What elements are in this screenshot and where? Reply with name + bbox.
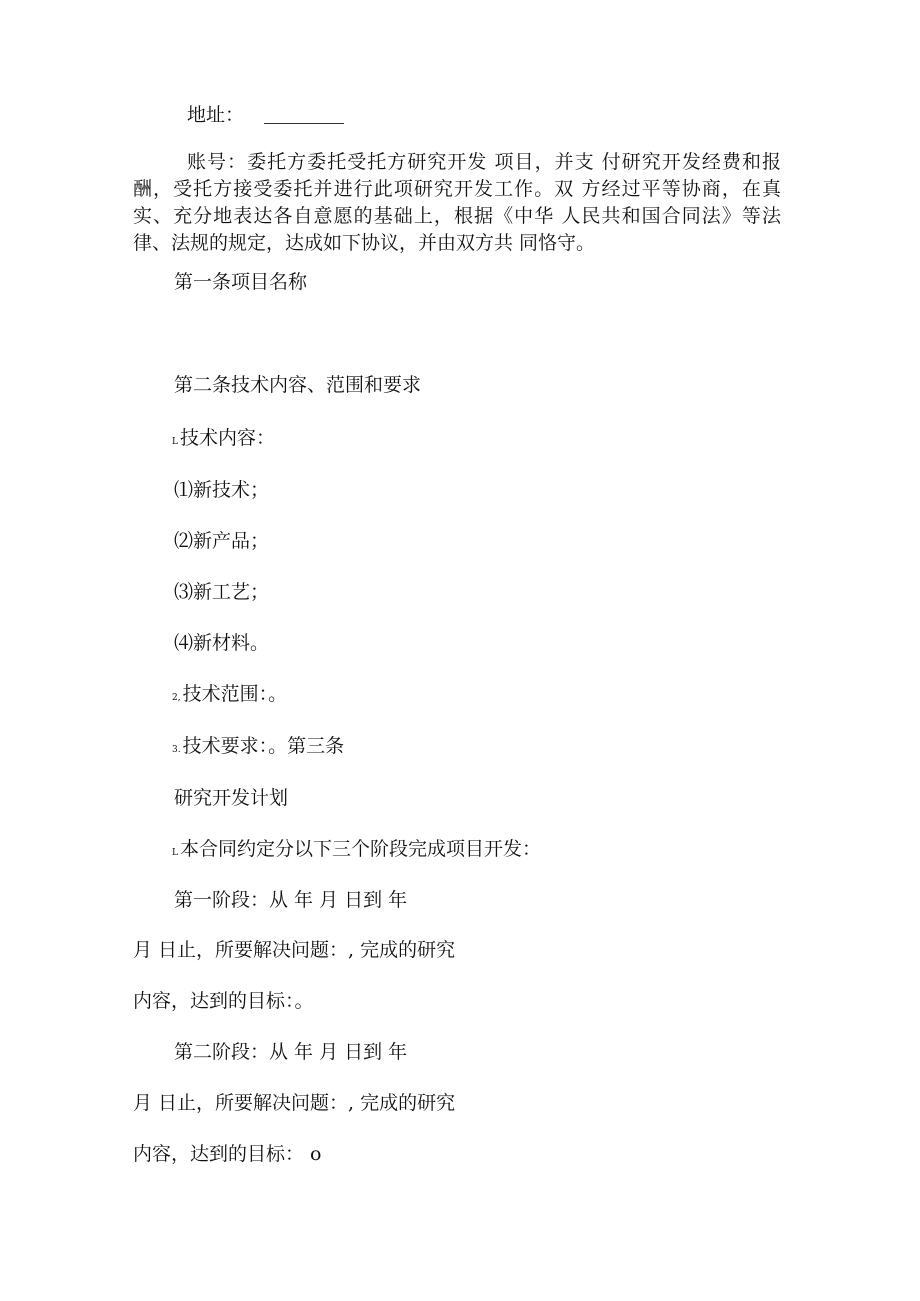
item-2-marker: 2, bbox=[172, 693, 181, 703]
stage-1-line-2: 月 日止，所要解决问题：, 完成的研究 bbox=[133, 939, 456, 961]
address-blank-field bbox=[264, 109, 344, 124]
stage-2-line-2: 月 日止，所要解决问题：, 完成的研究 bbox=[133, 1092, 456, 1114]
sub-item-new-product: ⑵新产品； bbox=[174, 530, 270, 552]
item-1-text: 技术内容： bbox=[179, 427, 275, 449]
item-2-technical-scope bbox=[172, 682, 287, 710]
article-2-title: 第二条技术内容、范围和要求 bbox=[174, 374, 422, 396]
address-line bbox=[187, 103, 344, 127]
item-3-technical-requirements bbox=[172, 734, 344, 762]
item-2-text: 技术范围：。 bbox=[182, 683, 288, 705]
sub-item-new-material: ⑷新材料。 bbox=[174, 632, 270, 654]
sub-item-new-technology: ⑴新技术； bbox=[174, 479, 270, 501]
item-3-marker: 3. bbox=[172, 745, 181, 755]
plan-intro bbox=[172, 837, 541, 865]
stage-1-line-3: 内容，达到的目标：。 bbox=[133, 990, 314, 1012]
stage-2-line-1: 第二阶段：从 年 月 日到 年 bbox=[174, 1041, 408, 1063]
article-3-title: 研究开发计划 bbox=[174, 787, 289, 809]
stage-1-line-1: 第一阶段：从 年 月 日到 年 bbox=[174, 889, 408, 911]
account-paragraph: 账号：委托方委托受托方研究开发 项目，并支 付研究开发经费和报酬，受托方接受委托并进行此项研究开发工作。双 方经过平等协商，在真实、充分地表达各自意愿的基础上，根据《中华 人民共和国合同法》等法律、法规的规定，达成如下协议，并由双方共 同恪守。 bbox=[133, 151, 781, 254]
article-1-title: 第一条项目名称 bbox=[174, 271, 308, 293]
item-1-marker: L bbox=[172, 437, 178, 447]
plan-intro-marker: L bbox=[172, 848, 178, 858]
sub-item-new-process: ⑶新工艺； bbox=[174, 581, 270, 603]
address-label: 地址： bbox=[187, 104, 245, 126]
plan-intro-text: 本合同约定分以下三个阶段完成项目开发： bbox=[179, 838, 541, 860]
stage-2-line-3: 内容，达到的目标： o bbox=[133, 1143, 322, 1165]
item-1-technical-content bbox=[172, 426, 275, 454]
item-3-text: 技术要求：。第三条 bbox=[182, 735, 345, 757]
